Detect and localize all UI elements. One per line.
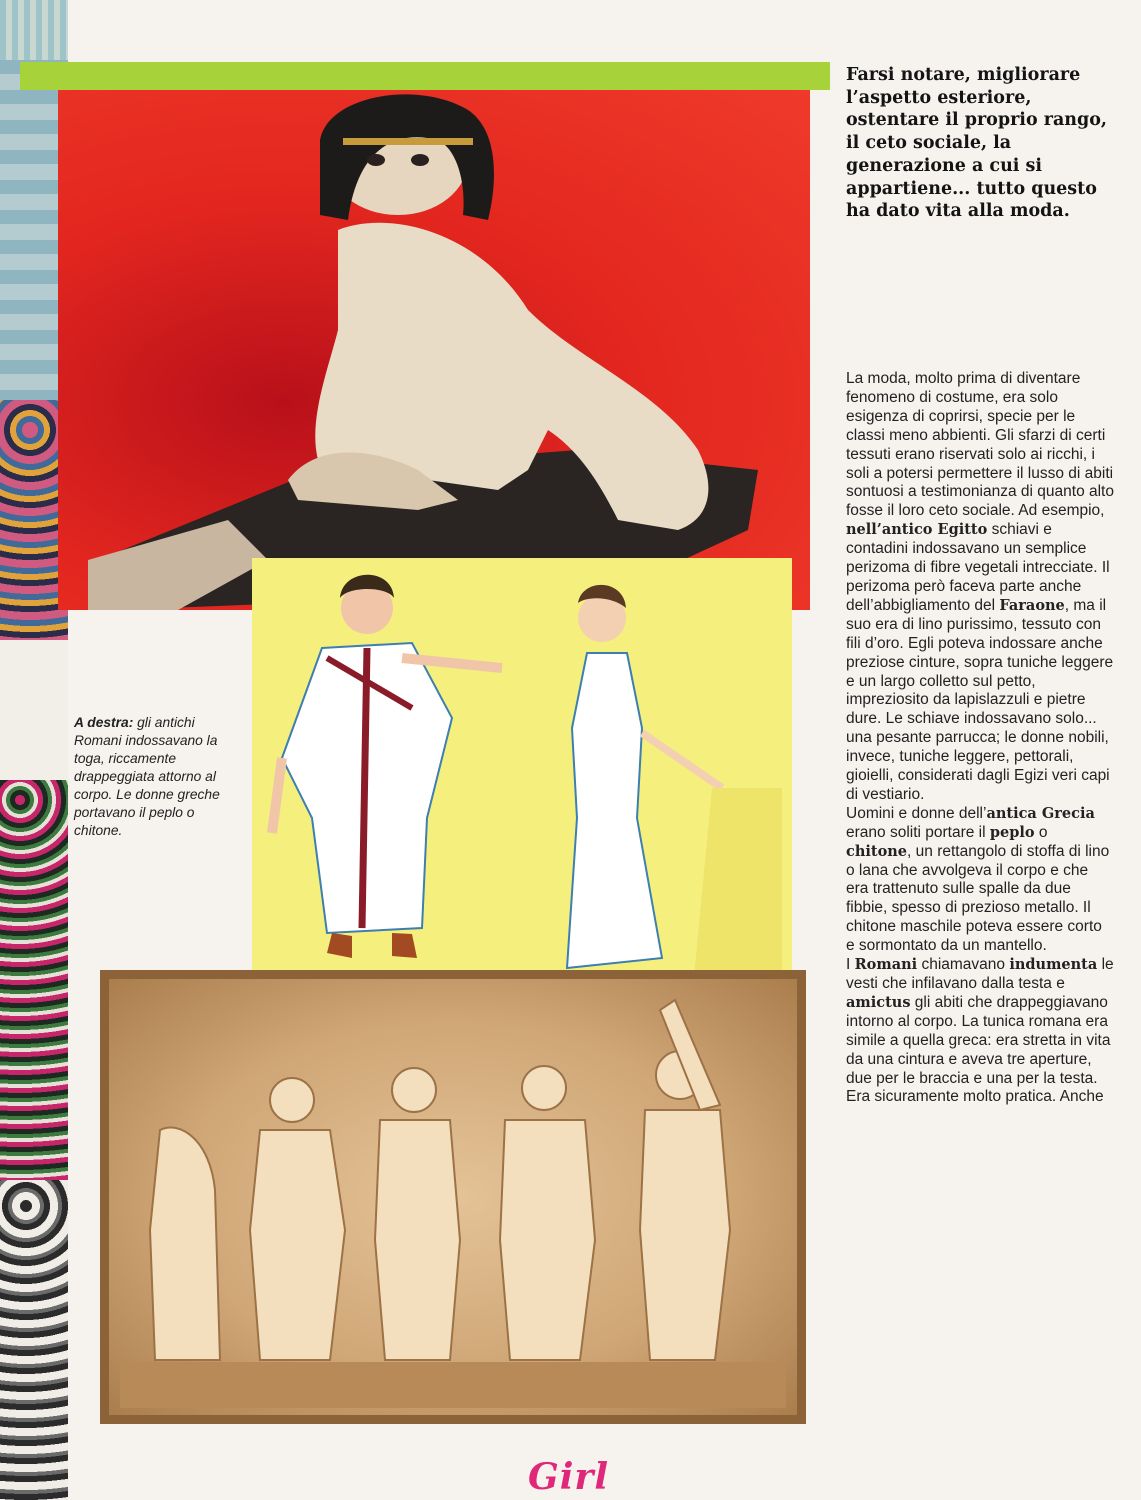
body-paragraph-3: I Romani chiamavano indumenta le vesti che infilavano dalla testa e amictus gli abiti che drappeggiavano intorno al corpo. La tunica romana era simile a quella greca: era stretta in vita da una cintura e aveva tre aperture, due per le braccia e una per la testa. Era sicuramente molto pratica. Anche [846,956,1114,1106]
egyptian-statue-photo [58,90,810,610]
caption-label: A destra: [74,715,134,730]
caption-text: gli antichi Romani indossavano la toga, riccamente drappeggiata attorno al corpo. Le donne greche portavano il peplo o chitone. [74,715,220,838]
image-caption [74,714,244,840]
lead-paragraph: Farsi notare, migliorare l’aspetto esteriore, ostentare il proprio rango, il ceto sociale, la generazione a cui si appartiene... tutto questo ha dato vita alla moda. [846,65,1108,222]
article-body [846,370,1114,1107]
accent-bar [20,62,830,90]
roman-relief-photo [100,970,806,1424]
body-paragraph-1: La moda, molto prima di diventare fenomeno di costume, era solo esigenza di coprirsi, specie per le classi meno abbienti. Gli sfarzi di certi tessuti erano riservati solo ai ricchi, i soli a potersi permettere il lusso di abiti sontuosi a testimonianza di quanto alto fosse il loro ceto sociale. Ad esempio, nell’antico Egitto schiavi e contadini indossavano un semplice perizoma di fibre vegetali intrecciate. Il perizoma però faceva parte anche dell’abbigliamento del Faraone, ma il suo era di lino purissimo, tessuto con fili d’oro. Egli poteva indossare anche preziose cinture, sopra tuniche leggere e un largo colletto sul petto, impreziosito da lapislazzuli e pietre dure. Le schiave indossavano solo... una pesante parrucca; le donne nobili, invece, tuniche leggere, pettorali, gioielli, considerati dagli Egizi veri capi di vestiario. [846,370,1114,803]
magazine-logo: Girl [528,1456,610,1498]
body-paragraph-2: Uomini e donne dell’antica Grecia erano soliti portare il peplo o chitone, un rettangolo di stoffa di lino o lana che avvolgeva il corpo e che era trattenuto sulle spalle da due fibbie, spesso di prezioso metallo. Il chitone maschile poteva essere corto e sormontato da un mantello. [846,804,1110,955]
roman-greek-costume-illustration [252,558,792,998]
